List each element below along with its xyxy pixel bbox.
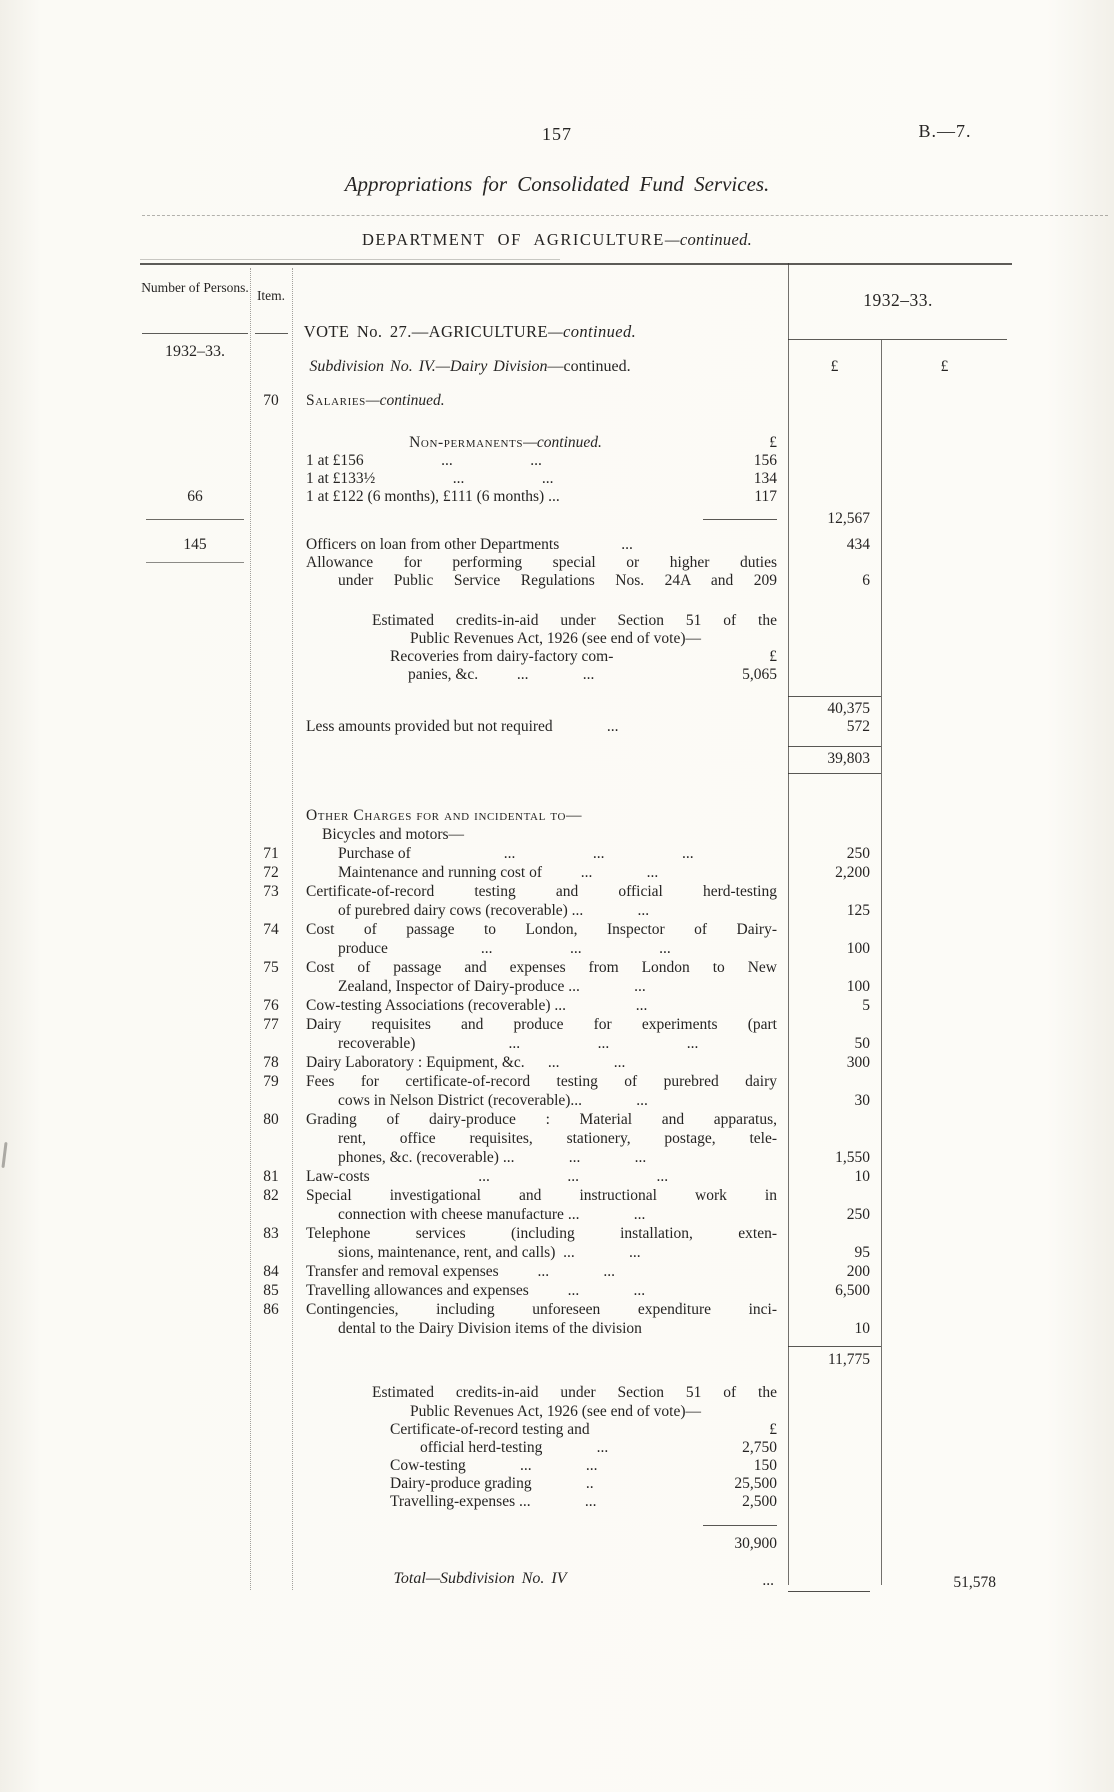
charge-amount: 100: [846, 978, 870, 995]
item-number: 75: [263, 959, 279, 976]
pound-sign-col1: £: [830, 358, 839, 375]
officers-amount: 434: [846, 536, 870, 553]
salary-label: 1 at £133½ ... ...: [306, 470, 554, 487]
less-amount: 572: [846, 718, 870, 735]
item-number: 79: [263, 1073, 279, 1090]
charge-label-cont: recoverable) ... ... ...: [338, 1035, 699, 1052]
charge-label-cont: connection with cheese manufacture ... ...: [338, 1206, 646, 1223]
table-top-rule: [140, 263, 1012, 265]
charge-amount: 10: [854, 1320, 870, 1337]
item-header-rule: [255, 333, 288, 334]
department-name: DEPARTMENT OF AGRICULTURE: [361, 230, 665, 249]
scan-artifact: [1, 1142, 7, 1168]
charge-item-row: [140, 1262, 1012, 1281]
credits-entry-cont: official herd-testing ...: [420, 1439, 609, 1456]
charge-item-row: [140, 863, 1012, 882]
charge-item-row: [140, 882, 1012, 920]
allowance-line2: under Public Service Regulations Nos. 24A and 209: [338, 572, 777, 589]
subdivision-title: [292, 358, 648, 376]
persons-column-dash: [146, 562, 244, 563]
amount-column-closing-rule: [788, 1574, 870, 1592]
credits-pound-sign: £: [769, 648, 777, 665]
charge-amount: 95: [854, 1244, 870, 1261]
salary-row: [140, 452, 1012, 470]
document-title: Appropriations for Consolidated Fund Services.: [344, 172, 770, 196]
charge-label: Dairy Laboratory : Equipment, &c. ... ...: [306, 1054, 626, 1071]
credits-pound-sign: £: [769, 1421, 777, 1438]
credits-line1: Estimated credits-in-aid under Section 51 of the: [372, 612, 777, 629]
vote-title-main: VOTE No. 27.—AGRICULTURE: [303, 322, 548, 341]
salaries-credits-section: [140, 612, 1012, 774]
credits-value: 2,500: [742, 1493, 777, 1510]
allowance-amount: 6: [862, 572, 870, 589]
charge-label-cont: phones, &c. (recoverable) ... ... ...: [338, 1149, 647, 1166]
charge-amount: 200: [846, 1263, 870, 1280]
non-permanents-heading: Non-permanents: [409, 434, 524, 451]
salary-value: 156: [753, 452, 777, 469]
charge-label: Dairy requisites and produce for experiments (part: [306, 1016, 777, 1033]
salaries-subtotal-row: [140, 508, 1012, 530]
vote-title: [292, 322, 648, 342]
credits-total: 30,900: [703, 1525, 777, 1553]
salaries-subtotal: 12,567: [827, 510, 870, 527]
other-credits-block: [140, 1383, 1012, 1553]
credits-entry-line1: Recoveries from dairy-factory com-: [390, 648, 614, 665]
charge-amount: 10: [854, 1168, 870, 1185]
paper-reference: B.—7.: [918, 121, 972, 141]
charge-amount: 250: [846, 1206, 870, 1223]
charge-label-cont: cows in Nelson District (recoverable)... ...: [338, 1092, 648, 1109]
department-continued: —continued.: [664, 230, 753, 249]
salary-row: [140, 470, 1012, 488]
salary-value: 134: [753, 470, 777, 487]
table-top-rule-shadow: [140, 259, 560, 260]
credits-value: 25,500: [734, 1475, 777, 1492]
charge-label-cont: rent, office requisites, stationery, postage, tele-: [338, 1130, 777, 1147]
charge-label: Cow-testing Associations (recoverable) ... ...: [306, 997, 648, 1014]
item-number: 81: [263, 1168, 279, 1185]
net-total: 39,803: [788, 746, 881, 774]
credits-entry: Travelling-expenses ... ...: [390, 1493, 597, 1510]
page-number: 157: [542, 124, 572, 144]
subdivision-total-label: Total—Subdivision No. IV: [393, 1570, 567, 1587]
charge-amount: 6,500: [835, 1282, 870, 1299]
item-number: 76: [263, 997, 279, 1014]
credits-entry: Certificate-of-record testing and: [390, 1421, 590, 1438]
other-charges-subtotal: 11,775: [788, 1346, 881, 1369]
non-permanents-subheading-row: [140, 434, 1012, 452]
charge-label: Law-costs ... ... ...: [306, 1168, 669, 1185]
item-number: 72: [263, 864, 279, 881]
allowance-row: [140, 554, 1012, 590]
charge-label: Fees for certificate-of-record testing of purebred dairy: [306, 1073, 777, 1090]
salary-label: 1 at £156 ... ...: [306, 452, 542, 469]
charge-amount: 50: [854, 1035, 870, 1052]
subdivision-total-amount: 51,578: [953, 1574, 996, 1591]
charge-label: Contingencies, including unforeseen expenditure inci-: [306, 1301, 777, 1318]
item-number: 80: [263, 1111, 279, 1128]
allowance-line1: Allowance for performing special or higher duties: [306, 554, 777, 571]
credits-value: 5,065: [742, 666, 777, 683]
salary-label: 1 at £122 (6 months), £111 (6 months) ...: [306, 488, 560, 505]
charge-item-row: [140, 1186, 1012, 1224]
less-label: Less amounts provided but not required ...: [306, 718, 619, 735]
item-number: 70: [263, 392, 279, 409]
charge-amount: 250: [846, 845, 870, 862]
charge-label-cont: of purebred dairy cows (recoverable) ... ...: [338, 902, 650, 919]
charge-item-row: [140, 996, 1012, 1015]
salaries-heading-continued: —continued.: [365, 392, 445, 409]
credits-value: 150: [753, 1457, 777, 1474]
credits-entry: Cow-testing ... ...: [390, 1457, 598, 1474]
credits-value: 2,750: [742, 1439, 777, 1456]
charge-item-row: [140, 1015, 1012, 1053]
charge-amount: 300: [846, 1054, 870, 1071]
column-header-item: Item.: [256, 288, 286, 303]
charge-item-row: [140, 1281, 1012, 1300]
charge-label-cont: sions, maintenance, rent, and calls) ... ...: [338, 1244, 641, 1261]
subdivision-total-row: [140, 1566, 1012, 1592]
inner-sum-rule: [703, 519, 777, 520]
salary-row: [140, 488, 1012, 506]
department-heading: [0, 230, 1114, 250]
item-number: 78: [263, 1054, 279, 1071]
charge-label: Travelling allowances and expenses ... ...: [306, 1282, 646, 1299]
item-number: 73: [263, 883, 279, 900]
salary-value: 117: [754, 488, 777, 505]
gross-total-row: [140, 696, 1012, 718]
charge-amount: 125: [846, 902, 870, 919]
salaries-heading: Salaries: [306, 392, 366, 409]
charge-label-cont: dental to the Dairy Division items of the division: [338, 1320, 642, 1337]
group-label-row: [140, 825, 1012, 844]
leader-dots: ...: [762, 1572, 774, 1589]
item-number: 86: [263, 1301, 279, 1318]
charge-label-cont: produce ... ... ...: [338, 940, 671, 957]
other-charges-section: [140, 806, 1012, 1553]
vote-title-continued: —continued.: [547, 322, 637, 341]
subdivision-main: Subdivision No. IV.—Dairy Division: [309, 358, 548, 375]
persons-year-label: 1932–33.: [165, 343, 225, 360]
charge-amount: 100: [846, 940, 870, 957]
charge-label: Purchase of ... ... ...: [338, 845, 694, 862]
charge-item-row: [140, 1300, 1012, 1338]
title-divider: [142, 215, 1108, 216]
charge-label: Cost of passage to London, Inspector of Dairy-: [306, 921, 777, 938]
item-number: 74: [263, 921, 279, 938]
item-number: 85: [263, 1282, 279, 1299]
charge-label: Certificate-of-record testing and official herd-testing: [306, 883, 777, 900]
charge-item-row: [140, 844, 1012, 863]
charge-label-cont: Zealand, Inspector of Dairy-produce ... ...: [338, 978, 646, 995]
charge-label: Special investigational and instructional work in: [306, 1187, 777, 1204]
persons-header-rule: [142, 333, 248, 334]
charge-amount: 5: [862, 997, 870, 1014]
net-total-row: [140, 746, 1012, 774]
item-number: 71: [263, 845, 279, 862]
other-charges-heading: Other Charges for and incidental to—: [306, 807, 583, 824]
charge-item-row: [140, 920, 1012, 958]
charge-label: Transfer and removal expenses ... ...: [306, 1263, 615, 1280]
inner-pound-sign: £: [769, 434, 777, 451]
persons-count: 145: [183, 536, 207, 553]
credits-line2: Public Revenues Act, 1926 (see end of vote)—: [410, 630, 701, 647]
item-number: 77: [263, 1016, 279, 1033]
charge-item-row: [140, 1072, 1012, 1110]
group-label: Bicycles and motors—: [322, 826, 465, 843]
charge-amount: 1,550: [835, 1149, 870, 1166]
less-amounts-row: [140, 718, 1012, 746]
charge-item-row: [140, 1053, 1012, 1072]
credits-line2: Public Revenues Act, 1926 (see end of vote)—: [410, 1403, 701, 1420]
item-number: 83: [263, 1225, 279, 1242]
other-charges-heading-row: [140, 806, 1012, 825]
charge-amount: 30: [854, 1092, 870, 1109]
charge-label: Grading of dairy-produce : Material and apparatus,: [306, 1111, 777, 1128]
charge-amount: 2,200: [835, 864, 870, 881]
officers-on-loan-row: [140, 536, 1012, 554]
persons-count: 66: [187, 488, 203, 505]
charge-item-row: [140, 1224, 1012, 1262]
item-number: 82: [263, 1187, 279, 1204]
persons-column-dash: [146, 519, 244, 520]
credits-entry: Dairy-produce grading ..: [390, 1475, 594, 1492]
charge-label: Maintenance and running cost of ... ...: [338, 864, 659, 881]
non-permanents-continued: —continued.: [523, 434, 602, 451]
subdivision-continued: —continued.: [547, 358, 631, 375]
gross-total: 40,375: [788, 696, 881, 718]
charge-label: Cost of passage and expenses from London to New: [306, 959, 777, 976]
salaries-heading-row: [140, 392, 1012, 410]
charge-label: Telephone services (including installation, exten-: [306, 1225, 777, 1242]
year-header-rule: [788, 339, 1007, 340]
item-number: 84: [263, 1263, 279, 1280]
credits-line1: Estimated credits-in-aid under Section 51 of the: [372, 1384, 777, 1401]
credits-entry-line2: panies, &c. ... ...: [408, 666, 595, 683]
pound-sign-col2: £: [940, 358, 949, 375]
officers-label: Officers on loan from other Departments ...: [306, 536, 633, 553]
charge-item-row: [140, 958, 1012, 996]
column-header-persons: Number of Persons.: [141, 280, 249, 295]
charge-item-row: [140, 1167, 1012, 1186]
amount-year-label: 1932–33.: [863, 290, 933, 310]
salaries-section: [140, 392, 1012, 590]
other-charges-subtotal-row: [140, 1346, 1012, 1369]
charge-item-row: [140, 1110, 1012, 1167]
